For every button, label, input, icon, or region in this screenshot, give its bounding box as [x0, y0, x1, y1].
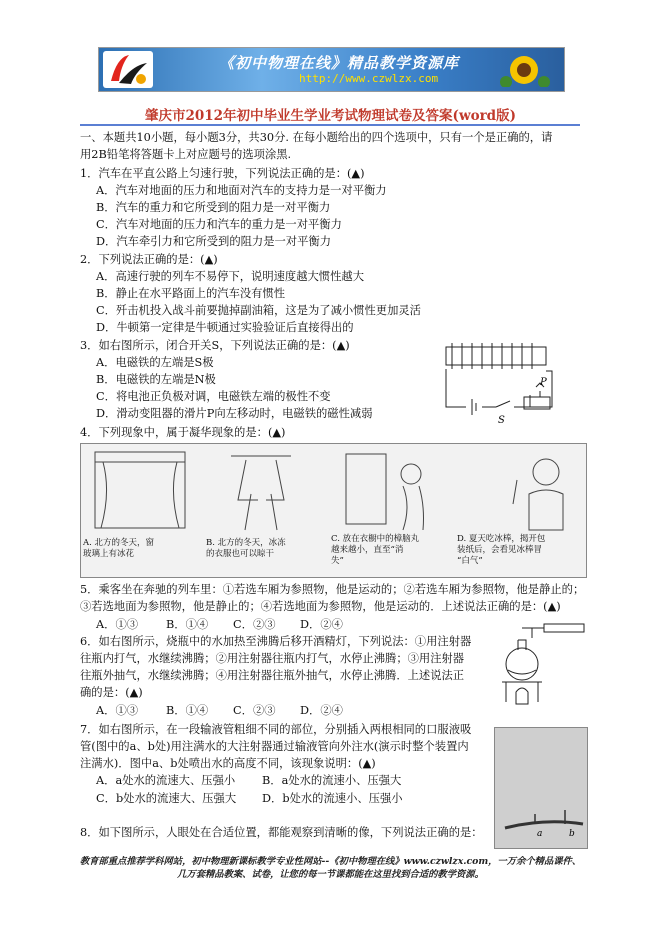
question-6-line-4: 确的是：(▲) — [80, 686, 143, 699]
question-1-stem: 1．汽车在平直公路上匀速行驶，下列说法正确的是：(▲) — [80, 167, 365, 180]
site-logo — [103, 51, 153, 88]
document-title: 肇庆市2012年初中毕业生学业考试物理试卷及答案(word版) — [144, 108, 517, 124]
question-6-option-c: C．②③ — [233, 704, 276, 717]
question-6-option-b: B．①④ — [166, 704, 209, 717]
question-1-option-b: B．汽车的重力和它所受到的阻力是一对平衡力 — [96, 201, 331, 214]
banner-url[interactable]: http://www.czwlzx.com — [299, 72, 439, 85]
question-3-option-a: A．电磁铁的左端是S极 — [96, 356, 214, 369]
question-3-option-c: C．将电池正负极对调，电磁铁左端的极性不变 — [96, 390, 331, 403]
question-6-option-a: A．①③ — [96, 704, 139, 717]
question-7-option-a: A．a处水的流速大、压强小 — [96, 774, 236, 787]
question-2-option-c: C．歼击机投入战斗前要抛掉副油箱，这是为了减小惯性更加灵活 — [96, 304, 421, 317]
title-divider — [80, 124, 580, 126]
tube-flow-photo — [494, 727, 588, 849]
question-5-option-d: D．②④ — [300, 618, 343, 631]
flask-syringe-figure — [492, 620, 588, 710]
tube-label-b: b — [569, 829, 575, 839]
question-5-line-1: 5．乘客坐在奔驰的列车里：①若选车厢为参照物，他是运动的；②若选车厢为参照物，他是静止的； — [80, 583, 585, 596]
caption-d: D. 夏天吃冰棒，揭开包 装纸后，会看见冰棒冒 “白气” — [457, 534, 546, 566]
switch-label: S — [498, 415, 505, 425]
section-intro-line-2: 用2B铅笔将答题卡上对应题号的选项涂黑. — [80, 148, 292, 161]
question-5-option-b: B．①④ — [166, 618, 209, 631]
question-1-option-d: D．汽车牵引力和它所受到的阻力是一对平衡力 — [96, 235, 331, 248]
footer-line-2: 几万套精品教案、试卷，让您的每一节课都能在这里找到合适的教学资源。 — [177, 869, 484, 880]
slider-label: P — [540, 377, 547, 388]
question-6-line-2: 往瓶内打气，水继续沸腾；②用注射器往瓶内打气，水停止沸腾；③用注射器 — [80, 652, 465, 665]
question-2-option-d: D．牛顿第一定律是牛顿通过实验验证后直接得出的 — [96, 321, 354, 334]
sunflower-image — [494, 52, 554, 87]
electromagnet-circuit-figure — [440, 337, 558, 425]
question-3-option-b: B．电磁铁的左端是N极 — [96, 373, 216, 386]
header-banner — [98, 47, 565, 92]
question-2-option-b: B．静止在水平路面上的汽车没有惯性 — [96, 287, 286, 300]
question-1-option-a: A．汽车对地面的压力和地面对汽车的支持力是一对平衡力 — [96, 184, 387, 197]
caption-a: A. 北方的冬天，窗 玻璃上有冰花 — [83, 538, 155, 559]
question-6-line-1: 6．如右图所示，烧瓶中的水加热至沸腾后移开酒精灯，下列说法：①用注射器 — [80, 635, 472, 648]
caption-c: C. 放在衣橱中的樟脑丸 越来越小，直至“消 失” — [331, 534, 420, 566]
question-7-option-b: B．a处水的流速小、压强大 — [262, 774, 402, 787]
question-4-stem: 4．下列现象中，属于凝华现象的是：(▲) — [80, 426, 286, 439]
page-footer — [0, 855, 661, 881]
question-6-line-3: 往瓶外抽气，水继续沸腾；④用注射器往瓶外抽气，水停止沸腾．上述说法正 — [80, 669, 465, 682]
question-2-option-a: A．高速行驶的列车不易停下，说明速度越大惯性越大 — [96, 270, 364, 283]
question-7-option-d: D．b处水的流速小、压强小 — [262, 792, 403, 805]
question-7-line-2: 管(图中的a、b处)用注满水的大注射器通过输液管向外注水(演示时整个装置内 — [80, 740, 469, 753]
question-7-line-1: 7．如右图所示，在一段输液管粗细不同的部位，分别插入两根相同的口服液吸 — [80, 723, 472, 736]
question-3-option-d: D．滑动变阻器的滑片P向左移动时，电磁铁的磁性减弱 — [96, 407, 373, 420]
sublimation-phenomena-figure — [80, 443, 587, 578]
tube-label-a: a — [537, 829, 543, 839]
question-3-stem: 3．如右图所示，闭合开关S，下列说法正确的是：(▲) — [80, 339, 350, 352]
question-6-option-d: D．②④ — [300, 704, 343, 717]
section-intro-line-1: 一、本题共10小题，每小题3分，共30分. 在每小题给出的四个选项中，只有一个是正确的，请 — [80, 131, 553, 144]
question-5-option-a: A．①③ — [96, 618, 139, 631]
question-2-stem: 2．下列说法正确的是：(▲) — [80, 253, 218, 266]
footer-line-1: 教育部重点推荐学科网站，初中物理新课标教学专业性网站--《初中物理在线》www.czwlzx.com，一万余个精品课件、 — [79, 856, 582, 867]
question-7-line-3: 注满水)．图中a、b处喷出水的高度不同，该现象说明：(▲) — [80, 757, 376, 770]
question-7-option-c: C．b处水的流速大、压强大 — [96, 792, 237, 805]
question-1-option-c: C．汽车对地面的压力和汽车的重力是一对平衡力 — [96, 218, 342, 231]
question-5-line-2: ③若选地面为参照物，他是静止的；④若选地面为参照物，他是运动的．上述说法正确的是：(▲) — [80, 600, 561, 613]
caption-b: B. 北方的冬天，冰冻 的衣服也可以晾干 — [206, 538, 286, 559]
question-5-option-c: C．②③ — [233, 618, 276, 631]
question-8-stem: 8．如下图所示，人眼处在合适位置，都能观察到清晰的像，下列说法正确的是： — [80, 826, 483, 839]
banner-title: 《初中物理在线》精品教学资源库 — [219, 54, 460, 72]
phenomena-illustrations — [81, 444, 586, 534]
